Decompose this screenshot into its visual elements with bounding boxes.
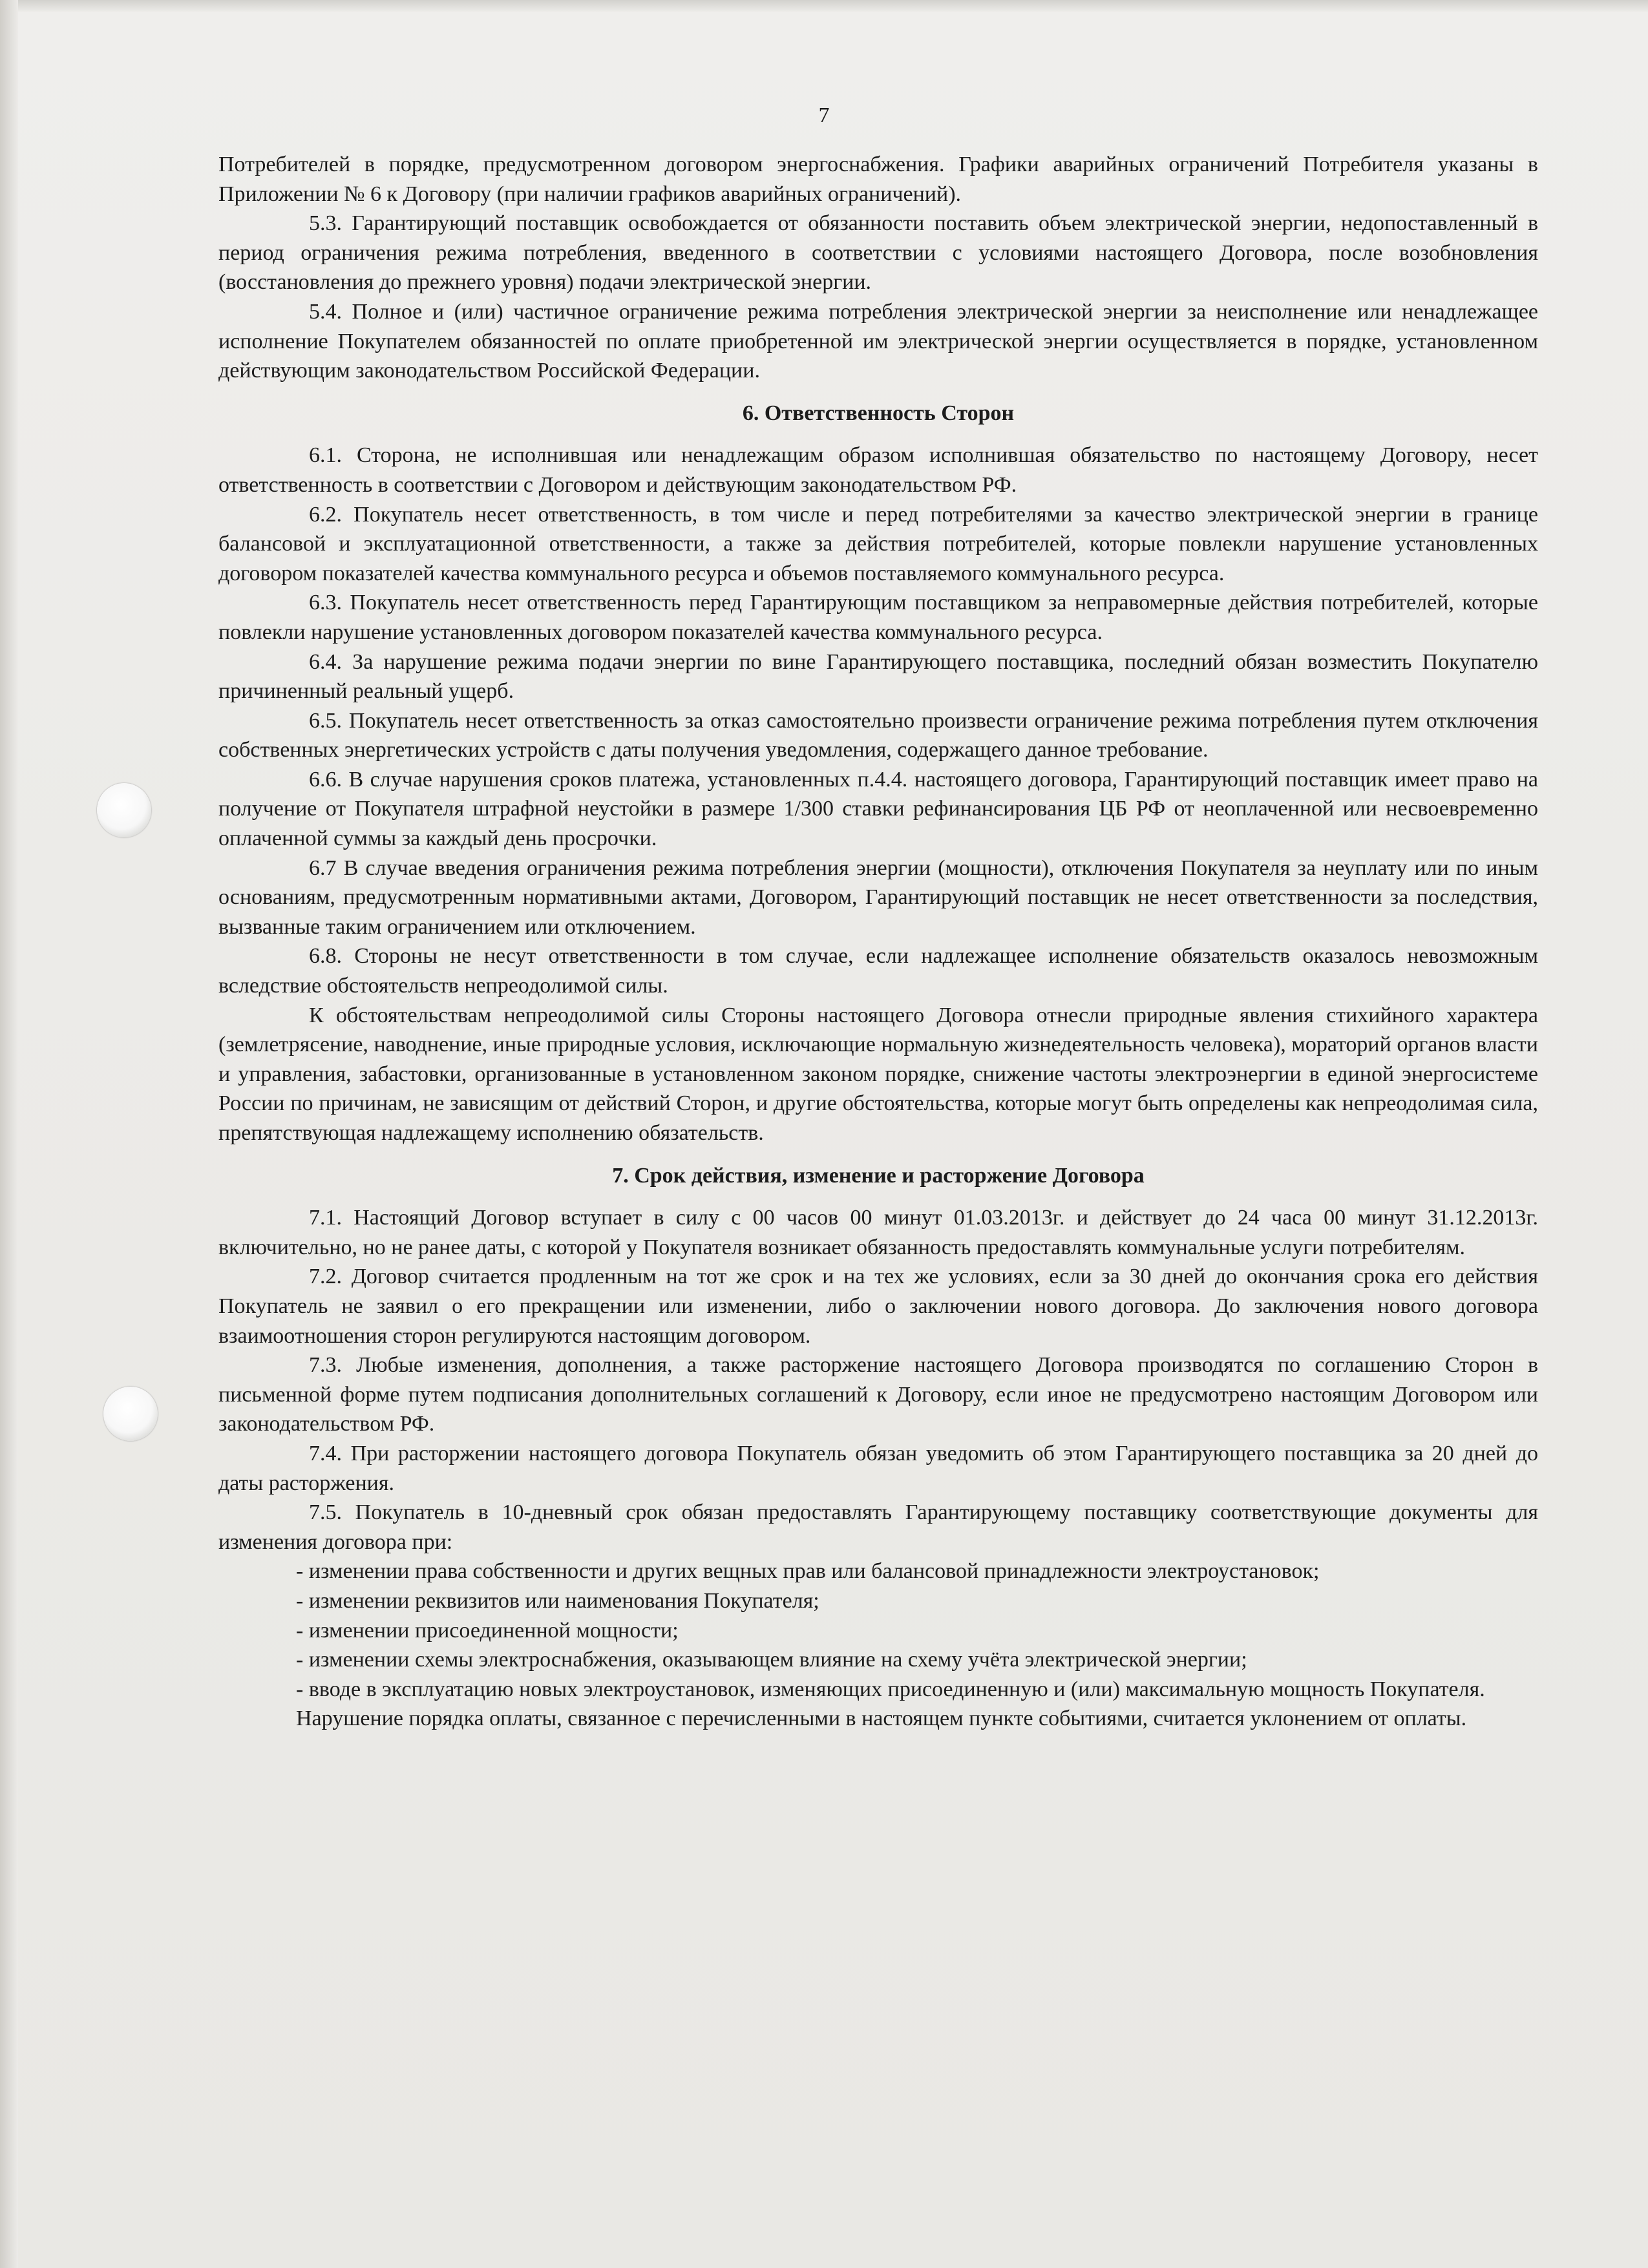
- paragraph: Нарушение порядка оплаты, связанное с перечисленными в настоящем пункте событиями, считается уклонением от оплаты.: [296, 1706, 1467, 1731]
- paragraph: 6.6. В случае нарушения сроков платежа, установленных п.4.4. настоящего договора, Гарантирующий поставщик имеет право на получение от Покупателя штрафной неустойки в размере 1/300 ставки рефинансирования ЦБ РФ от неоплаченной или несвоевременно оплаченной суммы за каждый день просрочки.: [218, 767, 1538, 851]
- list-item: - изменении права собственности и других вещных прав или балансовой принадлежности электроустановок;: [296, 1559, 1320, 1584]
- paragraph: 6.2. Покупатель несет ответственность, в том числе и перед потребителями за качество электрической энергии в границе балансовой и эксплуатационной ответственности, а также за действия потребителей, которые повлекли нарушение установленных договором показателей качества коммунального ресурса и объемов поставляемого коммунального ресурса.: [218, 502, 1538, 585]
- section-heading: 6. Ответственность Сторон: [742, 401, 1015, 425]
- paragraph: 7.3. Любые изменения, дополнения, а также расторжение настоящего Договора производятся по соглашению Сторон в письменной форме путем подписания дополнительных соглашений к Договору, если иное не предусмотрено настоящим Договором или законодательством РФ.: [218, 1353, 1538, 1436]
- punch-hole: [103, 1387, 158, 1441]
- paper-left-edge: [0, 0, 18, 2268]
- paragraph: К обстоятельствам непреодолимой силы Стороны настоящего Договора отнесли природные явления стихийного характера (землетрясение, наводнение, иные природные условия, исключающие нормальную жизнедеятельность человека), мораторий органов власти и управления, забастовки, организованные в установленном законом порядке, снижение частоты электроэнергии в единой энергосистеме России по причинам, не зависящим от действий Сторон, и другие обстоятельства, которые могут быть определены как непреодолимая сила, препятствующая надлежащему исполнению обязательств.: [218, 1003, 1538, 1145]
- list-item: - изменении присоединенной мощности;: [296, 1618, 679, 1643]
- page-number: 7: [818, 103, 830, 127]
- section-heading: 7. Срок действия, изменение и расторжение Договора: [612, 1163, 1145, 1188]
- list-item: - вводе в эксплуатацию новых электроустановок, изменяющих присоединенную и (или) максимальную мощность Покупателя.: [296, 1677, 1485, 1701]
- paragraph: Потребителей в порядке, предусмотренном договором энергоснабжения. Графики аварийных ограничений Потребителя указаны в Приложении № 6 к Договору (при наличии графиков аварийных ограничений).: [218, 152, 1538, 206]
- paragraph: 6.3. Покупатель несет ответственность перед Гарантирующим поставщиком за неправомерные действия потребителей, которые повлекли нарушение установленных договором показателей качества коммунального ресурса.: [218, 591, 1538, 644]
- paragraph: 6.8. Стороны не несут ответственности в том случае, если надлежащее исполнение обязательств оказалось невозможным вследствие обстоятельств непреодолимой силы.: [218, 944, 1538, 998]
- paragraph: 6.4. За нарушение режима подачи энергии по вине Гарантирующего поставщика, последний обязан возместить Покупателю причиненный реальный ущерб.: [218, 649, 1538, 704]
- punch-hole: [97, 783, 151, 837]
- paragraph: 5.4. Полное и (или) частичное ограничение режима потребления электрической энергии за неисполнение или ненадлежащее исполнение Покупателем обязанностей по оплате приобретенной им электрической энергии осуществляется в порядке, установленном действующим законодательством Российской Федерации.: [218, 299, 1538, 383]
- paragraph: 7.5. Покупатель в 10-дневный срок обязан предоставлять Гарантирующему поставщику соответствующие документы для изменения договора при:: [218, 1500, 1538, 1554]
- paragraph: 7.4. При расторжении настоящего договора Покупатель обязан уведомить об этом Гарантирующего поставщика за 20 дней до даты расторжения.: [218, 1441, 1538, 1495]
- paragraph: 6.1. Сторона, не исполнившая или ненадлежащим образом исполнившая обязательство по настоящему Договору, несет ответственность в соответствии с Договором и действующим законодательством РФ.: [218, 443, 1538, 497]
- paragraph: 7.2. Договор считается продленным на тот же срок и на тех же условиях, если за 30 дней до окончания срока его действия Покупатель не заявил о его прекращении или изменении, либо о заключении нового договора. До заключения нового договора взаимоотношения сторон регулируются настоящим договором.: [218, 1265, 1538, 1348]
- paragraph: 7.1. Настоящий Договор вступает в силу с 00 часов 00 минут 01.03.2013г. и действует до 24 часа 00 минут 31.12.2013г. включительно, но не ранее даты, с которой у Покупателя возникает обязанность предоставлять коммунальные услуги потребителям.: [218, 1206, 1538, 1259]
- paragraph: 6.5. Покупатель несет ответственность за отказ самостоятельно произвести ограничение режима потребления путем отключения собственных энергетических устройств с даты получения уведомления, содержащего данное требование.: [218, 708, 1538, 762]
- list-item: - изменении схемы электроснабжения, оказывающем влияние на схему учёта электрической энергии;: [296, 1648, 1247, 1672]
- list-item: - изменении реквизитов или наименования Покупателя;: [296, 1588, 819, 1613]
- paper-top-edge: [0, 0, 1648, 12]
- paragraph: 5.3. Гарантирующий поставщик освобождается от обязанности поставить объем электрической энергии, недопоставленный в период ограничения режима потребления, введенного в соответствии с условиями настоящего Договора, после возобновления (восстановления до прежнего уровня) подачи электрической энергии.: [218, 211, 1538, 295]
- paragraph: 6.7 В случае введения ограничения режима потребления энергии (мощности), отключения Покупателя за неуплату или по иным основаниям, предусмотренным нормативными актами, Договором, Гарантирующий поставщик не несет ответственности за последствия, вызванные таким ограничением или отключением.: [218, 856, 1538, 939]
- document-body: [218, 150, 1538, 1734]
